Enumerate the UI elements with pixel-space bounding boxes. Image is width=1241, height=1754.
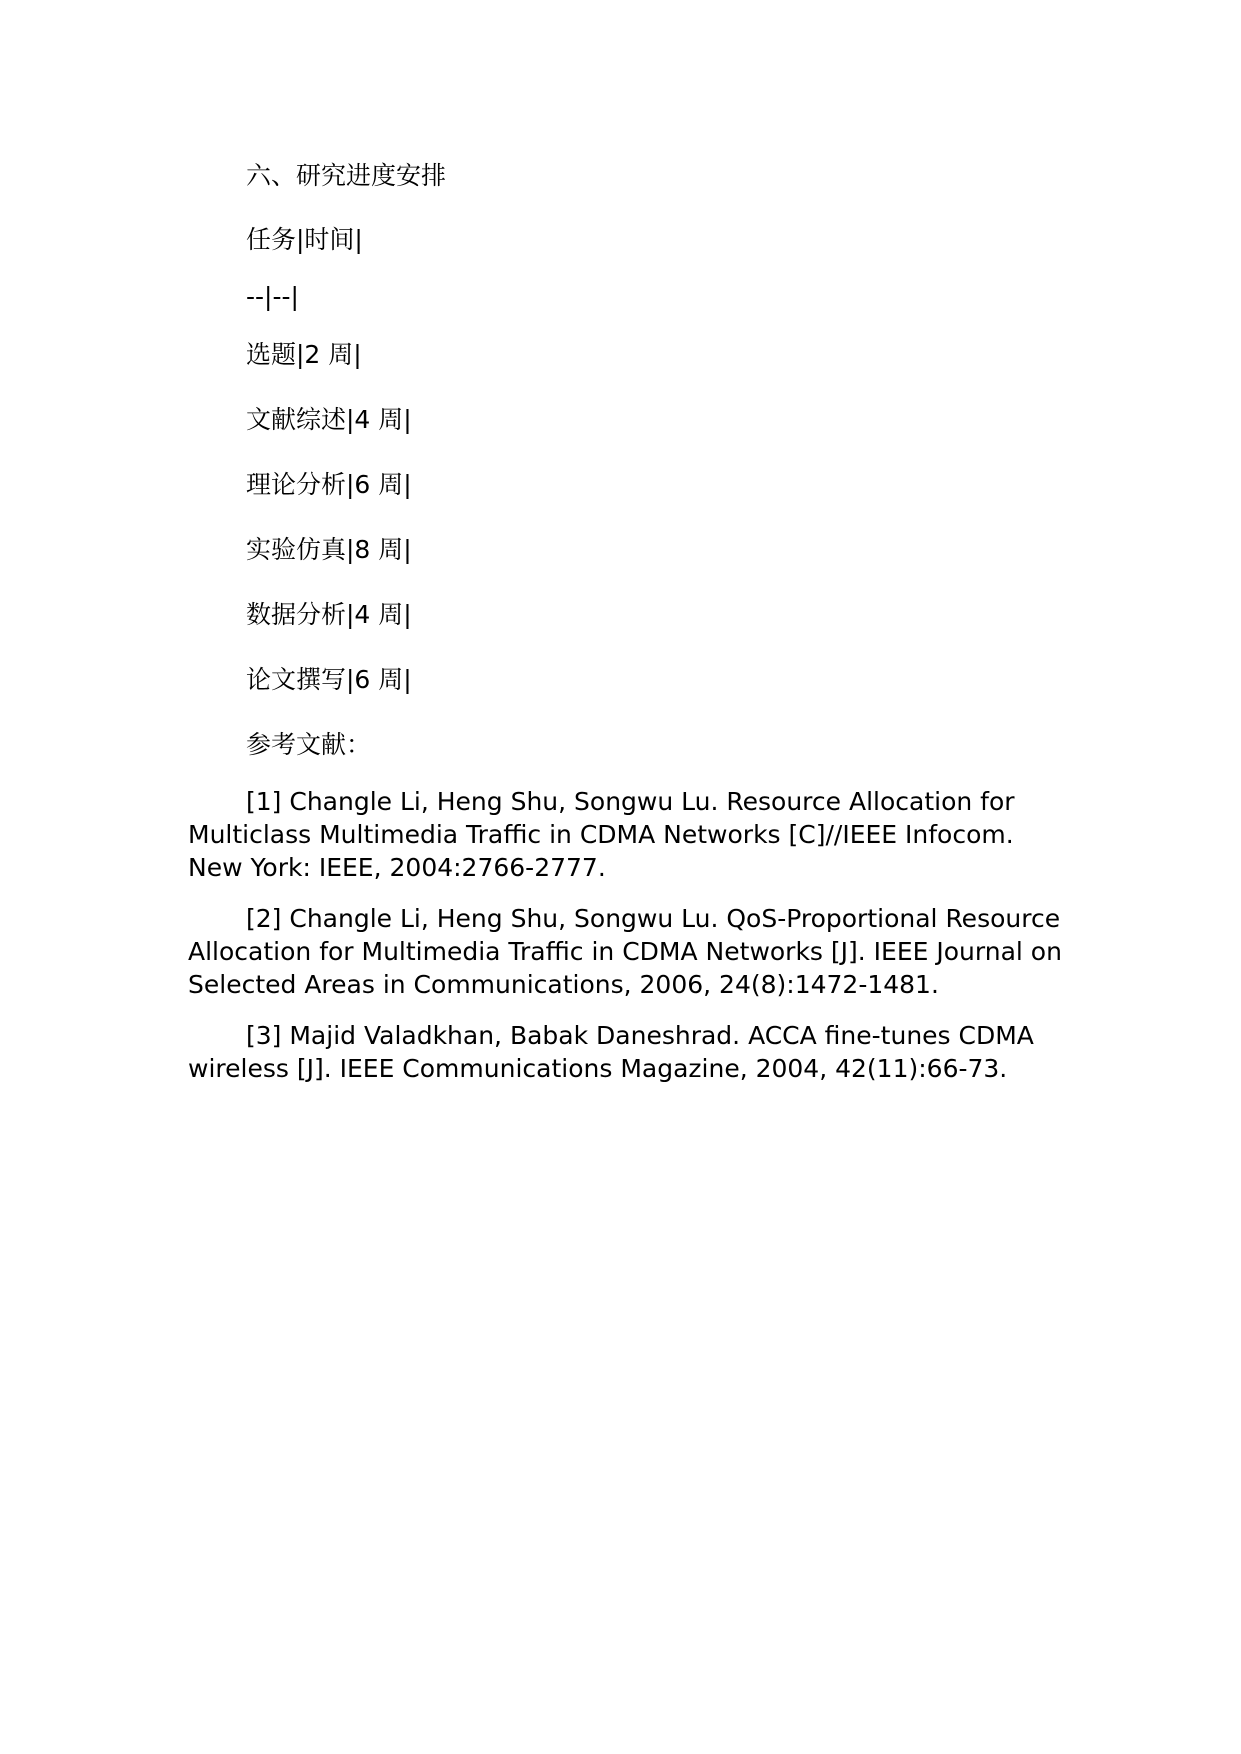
reference-item: [3] Majid Valadkhan, Babak Daneshrad. ACCA fine-tunes CDMA wireless [J]. IEEE Communications Magazine, 2004, 42(11):66-73. [188,1021,1034,1083]
schedule-line-thesis-writing: 论文撰写|6 周| [246,665,412,694]
reference-item: [1] Changle Li, Heng Shu, Songwu Lu. Resource Allocation for Multiclass Multimedia Traffic in CDMA Networks [C]//IEEE Infocom. New York: IEEE, 2004:2766-2777. [188,787,1015,882]
schedule-line-simulation: 实验仿真|8 周| [246,535,412,564]
schedule-line-theory-analysis: 理论分析|6 周| [246,470,412,499]
schedule-separator-line: --|--| [246,282,299,311]
schedule-header-line: 任务|时间| [246,225,363,254]
references-heading: 参考文献： [246,730,372,759]
section-heading: 六、研究进度安排 [246,161,447,190]
reference-item: [2] Changle Li, Heng Shu, Songwu Lu. QoS-Proportional Resource Allocation for Multimedia Traffic in CDMA Networks [J]. IEEE Journal on Selected Areas in Communications, 2006, 24(8):1472-1481. [188,904,1062,999]
schedule-line-data-analysis: 数据分析|4 周| [246,600,412,629]
schedule-line-literature-review: 文献综述|4 周| [246,405,412,434]
schedule-line-topic-selection: 选题|2 周| [246,340,362,369]
